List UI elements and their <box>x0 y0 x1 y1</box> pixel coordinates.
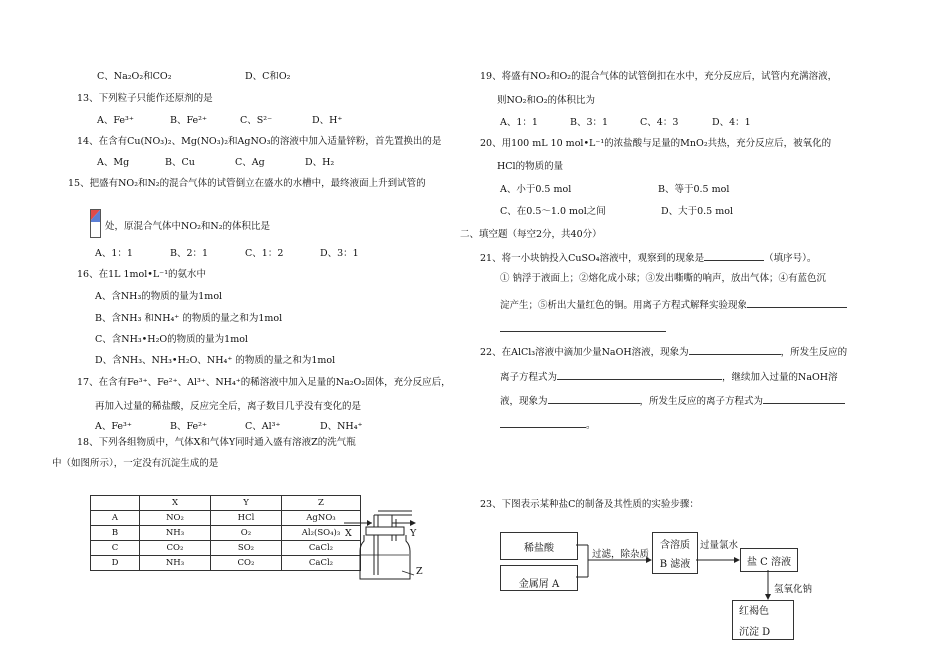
flow-label-chlorine: 过量氯水 <box>700 540 739 551</box>
q19-option-c: C、4：3 <box>640 117 679 128</box>
table-cell: HCl <box>211 511 282 526</box>
flow-label-filter: 过滤，除杂质 <box>592 549 650 560</box>
q16-option-a: A、含NH₃的物质的量为1mol <box>95 291 223 302</box>
bottle-label-z: Z <box>416 566 423 577</box>
q16-option-d: D、含NH₃、NH₃•H₂O、NH₄⁺ 的物质的量之和为1mol <box>95 355 336 366</box>
q21-stem: 21、将一小块钠投入CuSO₄溶液中，观察到的现象是 <box>480 253 705 264</box>
table-cell: Al₂(SO₄)₃ <box>282 526 361 541</box>
q15-option-d: D、3：1 <box>320 248 359 259</box>
flow-label: 盐 C 溶液 <box>746 556 791 568</box>
q19-stem-line1: 19、将盛有NO₂和O₂的混合气体的试管倒扣在水中，充分反应后，试管内充满溶液， <box>480 71 838 82</box>
q15-stem-line2: 处，原混合气体中NO₂和N₂的体积比是 <box>105 221 271 232</box>
table-cell: NH₃ <box>140 556 211 571</box>
table-cell: CaCl₂ <box>282 556 361 571</box>
q13-option-c: C、S²⁻ <box>240 115 273 126</box>
q20-stem-line1: 20、用100 mL 10 mol•L⁻¹的浓盐酸与足量的MnO₂共热，充分反应后，被氧化的 <box>480 138 832 149</box>
bottle-label-x: X <box>345 528 352 539</box>
q18-stem-line1: 18、下列各组物质中，气体X和气体Y同时通入盛有溶液Z的洗气瓶 <box>77 437 356 448</box>
q22-stem-cont: ，所发生反应的 <box>780 347 848 358</box>
table-cell: CaCl₂ <box>282 541 361 556</box>
q13-option-d: D、H⁺ <box>312 115 343 126</box>
q17-option-b: B、Fe²⁺ <box>170 421 207 432</box>
q20-stem-line2: HCl的物质的量 <box>497 161 564 172</box>
flow-label: 金属屑 A <box>518 579 560 590</box>
q15-stem-line1: 15、把盛有NO₂和N₂的混合气体的试管倒立在盛水的水槽中，最终液面上升到试管的 <box>68 178 426 189</box>
q15-option-c: C、1：2 <box>245 248 284 259</box>
q20-option-c: C、在0.5～1.0 mol之间 <box>500 206 606 217</box>
q16-option-c: C、含NH₃•H₂O的物质的量为1mol <box>95 334 248 345</box>
q21-hint: （填序号）。 <box>764 253 817 264</box>
flow-label-naoh: 氢氧化钠 <box>774 584 813 595</box>
q17-option-d: D、NH₄⁺ <box>320 421 363 432</box>
section-title-fill-in: 二、填空题（每空2分，共40分） <box>460 229 602 240</box>
q21-line2: ① 钠浮于液面上；②熔化成小球；③发出嘶嘶的响声，放出气体；④有蓝色沉 <box>500 273 827 284</box>
q17-option-a: A、Fe³⁺ <box>95 421 132 432</box>
table-cell: A <box>91 511 140 526</box>
q13-option-a: A、Fe³⁺ <box>97 115 134 126</box>
q13-option-b: B、Fe²⁺ <box>170 115 207 126</box>
flow-label: 红褐色 <box>739 606 769 617</box>
q15-option-b: B、2：1 <box>170 248 209 259</box>
q12-option-c: C、Na₂O₂和CO₂ <box>97 71 172 82</box>
q14-stem: 14、在含有Cu(NO₃)₂、Mg(NO₃)₂和AgNO₃的溶液中加入适量锌粉，首先置换出的是 <box>77 136 442 147</box>
q22-end: 。 <box>586 420 596 431</box>
q22-line3-a: 液，现象为 <box>500 396 548 407</box>
q17-stem-line2: 再加入过量的稀盐酸，反应完全后，离子数目几乎没有变化的是 <box>95 401 362 412</box>
q20-option-a: A、小于0.5 mol <box>500 184 572 195</box>
q19-stem-line2: 则NO₂和O₂的体积比为 <box>497 95 596 106</box>
table-cell: D <box>91 556 140 571</box>
table-cell: SO₂ <box>211 541 282 556</box>
q22-line2-a: 离子方程式为 <box>500 372 558 383</box>
table-cell: NO₂ <box>140 511 211 526</box>
table-header-cell: X <box>140 496 211 511</box>
q21-line3-text: 淀产生；⑤析出大量红色的铜。用离子方程式解释实验现象 <box>500 300 748 311</box>
q19-option-b: B、3：1 <box>570 117 609 128</box>
q16-stem: 16、在1L 1mol•L⁻¹的氨水中 <box>77 269 207 280</box>
q14-option-d: D、H₂ <box>305 157 335 168</box>
q14-option-b: B、Cu <box>165 157 195 168</box>
table-cell: O₂ <box>211 526 282 541</box>
q18-stem-line2: 中（如图所示），一定没有沉淀生成的是 <box>52 458 219 469</box>
q13-stem: 13、下列粒子只能作还原剂的是 <box>77 93 213 104</box>
q12-option-d: D、C和O₂ <box>245 71 291 82</box>
table-cell: C <box>91 541 140 556</box>
table-header-cell: Z <box>282 496 361 511</box>
bottle-label-y: Y <box>410 528 417 539</box>
table-cell: NH₃ <box>140 526 211 541</box>
table-cell: CO₂ <box>140 541 211 556</box>
flow-label: 稀盐酸 <box>524 542 554 554</box>
q17-option-c: C、Al³⁺ <box>245 421 281 432</box>
q17-stem-line1: 17、在含有Fe³⁺、Fe²⁺、Al³⁺、NH₄⁺的稀溶液中加入足量的Na₂O₂固体，充分反应后， <box>77 377 451 388</box>
flow-label: B 滤液 <box>659 559 691 570</box>
q22-line2-b: ，继续加入过量的NaOH溶 <box>722 372 838 383</box>
q22-stem: 22、在AlCl₃溶液中滴加少量NaOH溶液，现象为 <box>480 347 689 358</box>
table-header-cell: Y <box>211 496 282 511</box>
table-cell: B <box>91 526 140 541</box>
table-cell: AgNO₃ <box>282 511 361 526</box>
q20-option-d: D、大于0.5 mol <box>661 206 734 217</box>
flow-label: 含溶质 <box>660 540 690 551</box>
q20-option-b: B、等于0.5 mol <box>658 184 730 195</box>
table-cell: CO₂ <box>211 556 282 571</box>
flow-label: 沉淀 D <box>739 627 771 638</box>
q16-option-b: B、含NH₃ 和NH₄⁺ 的物质的量之和为1mol <box>95 313 283 324</box>
q15-option-a: A、1：1 <box>95 248 133 259</box>
q14-option-a: A、Mg <box>97 157 130 168</box>
q19-option-d: D、4：1 <box>712 117 751 128</box>
q19-option-a: A、1：1 <box>500 117 538 128</box>
q23-stem: 23、下图表示某种盐C的制备及其性质的实验步骤： <box>480 499 699 510</box>
q14-option-c: C、Ag <box>235 157 265 168</box>
q22-line3-b: ，所发生反应的离子方程式为 <box>639 396 764 407</box>
